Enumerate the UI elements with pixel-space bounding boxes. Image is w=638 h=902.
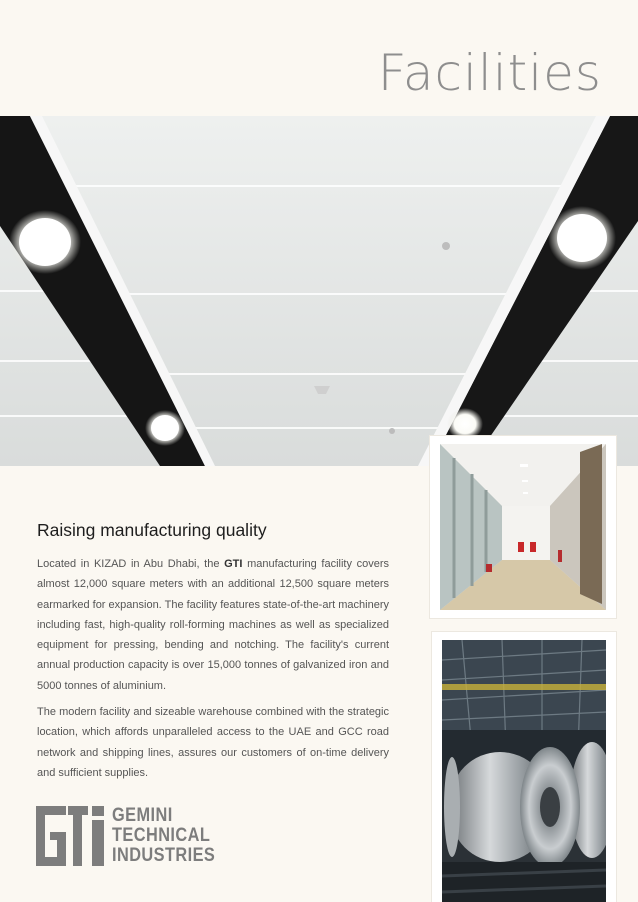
hero-ceiling-photo xyxy=(0,116,638,466)
para1-text-end: manufacturing facility covers almost 12,000 square meters with an additional 12,500 square meters earmarked for expansion. The facility features state-of-the-art machinery including fast, high-quality roll-forming machines as well as specialized equipment for pressing, bending and notching. The facility's current annual production capacity is over 15,000 tonnes of galvanized iron and 5000 tonnes of aluminium. xyxy=(37,558,389,692)
steel-coils-photo-frame xyxy=(432,632,616,902)
para1-text-start: Located in KIZAD in Abu Dhabi, the xyxy=(37,558,225,570)
steel-coils-photo xyxy=(442,640,606,902)
location-description-paragraph: The modern facility and sizeable warehouse combined with the strategic location, which affords unparalleled access to the UAE and GCC road network and shipping lines, assures our customers of on-time delivery and sufficient supplies. xyxy=(37,706,389,779)
logo-wordmark xyxy=(112,806,215,866)
corridor-photo-frame xyxy=(430,436,616,618)
gti-logo-mark-icon xyxy=(36,806,104,866)
corridor-photo xyxy=(440,444,606,610)
logo-line-industries: INDUSTRIES xyxy=(112,845,216,866)
logo-line-technical: TECHNICAL xyxy=(112,825,211,846)
logo-line-gemini: GEMINI xyxy=(112,805,173,826)
facility-description-paragraph xyxy=(37,554,389,696)
page-title: Facilities xyxy=(377,44,602,102)
company-logo xyxy=(36,806,232,866)
section-heading: Raising manufacturing quality xyxy=(37,520,267,540)
gti-bold-text: GTI xyxy=(224,558,243,570)
